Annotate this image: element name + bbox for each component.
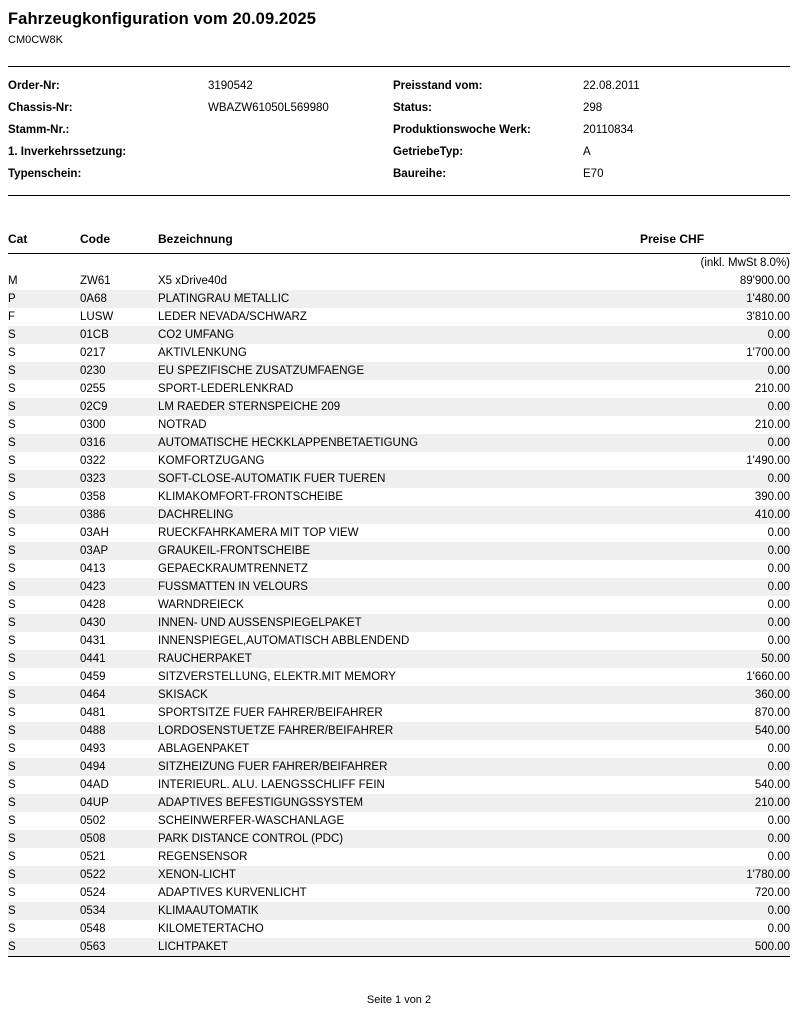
cell-price: 870.00 — [754, 706, 790, 719]
table-row — [8, 398, 790, 416]
cell-price: 0.00 — [767, 850, 790, 863]
options-section — [8, 232, 790, 957]
cell-description: KLIMAAUTOMATIK — [158, 902, 640, 920]
table-row — [8, 848, 790, 866]
cell-cat: S — [8, 830, 80, 848]
column-header-price: Preise CHF — [640, 232, 790, 254]
table-row — [8, 452, 790, 470]
cell-code: 0441 — [80, 650, 158, 668]
cell-cat: S — [8, 398, 80, 416]
cell-cat: S — [8, 614, 80, 632]
vat-note: (inkl. MwSt 8.0%) — [700, 256, 790, 269]
cell-description: FUSSMATTEN IN VELOURS — [158, 578, 640, 596]
cell-code: 0423 — [80, 578, 158, 596]
cell-price: 540.00 — [640, 722, 790, 740]
table-row — [8, 902, 790, 920]
table-row — [8, 380, 790, 398]
cell-description: WARNDREIECK — [158, 598, 244, 611]
info-row — [8, 75, 790, 97]
cell-price: 1'480.00 — [640, 290, 790, 308]
cell-code: 0430 — [80, 614, 158, 632]
cell-code: 0521 — [80, 850, 106, 863]
cell-code: 0413 — [80, 562, 106, 575]
cell-description: X5 xDrive40d — [158, 274, 228, 287]
column-header-code: Code — [80, 232, 158, 254]
cell-price: 1'490.00 — [746, 454, 790, 467]
table-row — [8, 686, 790, 704]
cell-price: 1'780.00 — [640, 866, 790, 884]
cell-description: ABLAGENPAKET — [158, 742, 250, 755]
cell-description: EU SPEZIFISCHE ZUSATZUMFAENGE — [158, 362, 640, 380]
cell-description: SPORTSITZE FUER FAHRER/BEIFAHRER — [158, 706, 383, 719]
info-label-right: Status: — [393, 102, 432, 114]
cell-price: 210.00 — [640, 794, 790, 812]
info-row — [8, 163, 790, 185]
info-label-right: GetriebeTyp: — [393, 146, 464, 158]
table-row — [8, 470, 790, 488]
cell-code: 0322 — [80, 454, 106, 467]
table-row — [8, 812, 790, 830]
options-table-bottom-rule — [8, 956, 790, 957]
cell-price: 89'900.00 — [739, 274, 790, 287]
cell-code: 04AD — [80, 778, 109, 791]
cell-code: 03AP — [80, 542, 158, 560]
cell-price: 360.00 — [640, 686, 790, 704]
table-row — [8, 722, 790, 740]
vehicle-info-table — [8, 75, 790, 185]
info-value-right: 20110834 — [583, 124, 634, 136]
cell-code: ZW61 — [80, 274, 111, 287]
cell-price: 1'660.00 — [746, 670, 790, 683]
cell-description: INNEN- UND AUSSENSPIEGELPAKET — [158, 614, 640, 632]
cell-description: DACHRELING — [158, 506, 640, 524]
cell-price: 0.00 — [640, 758, 790, 776]
cell-price: 3'810.00 — [746, 310, 790, 323]
cell-description: INNENSPIEGEL,AUTOMATISCH ABBLENDEND — [158, 634, 410, 647]
cell-code: 0428 — [80, 598, 106, 611]
cell-cat: S — [8, 490, 16, 503]
vat-note-spacer-code — [80, 254, 158, 273]
cell-description: LM RAEDER STERNSPEICHE 209 — [158, 398, 640, 416]
cell-code: LUSW — [80, 310, 114, 323]
table-row — [8, 362, 790, 380]
cell-cat: S — [8, 722, 80, 740]
cell-cat: S — [8, 778, 16, 791]
cell-cat: S — [8, 686, 80, 704]
cell-code: 0524 — [80, 886, 106, 899]
table-row — [8, 560, 790, 578]
cell-price: 0.00 — [640, 578, 790, 596]
cell-price: 210.00 — [754, 382, 790, 395]
vat-note-spacer-desc — [158, 254, 640, 273]
cell-description: PARK DISTANCE CONTROL (PDC) — [158, 830, 640, 848]
cell-cat: S — [8, 850, 16, 863]
info-value-left — [208, 141, 393, 163]
cell-code: 0255 — [80, 382, 106, 395]
cell-cat: S — [8, 346, 16, 359]
cell-price: 0.00 — [640, 434, 790, 452]
cell-code: 0488 — [80, 722, 158, 740]
cell-price: 0.00 — [767, 598, 790, 611]
cell-price: 720.00 — [754, 886, 790, 899]
cell-description: XENON-LICHT — [158, 866, 640, 884]
page-number: Seite 1 von 2 — [366, 994, 432, 1006]
cell-code: 03AH — [80, 526, 109, 539]
cell-price: 0.00 — [640, 542, 790, 560]
info-value-right: E70 — [583, 168, 604, 180]
cell-description: KLIMAKOMFORT-FRONTSCHEIBE — [158, 490, 344, 503]
table-row — [8, 938, 790, 956]
cell-cat: S — [8, 758, 80, 776]
cell-description: RUECKFAHRKAMERA MIT TOP VIEW — [158, 526, 359, 539]
cell-description: AUTOMATISCHE HECKKLAPPENBETAETIGUNG — [158, 434, 640, 452]
cell-code: 0534 — [80, 902, 158, 920]
cell-cat: S — [8, 562, 16, 575]
cell-cat: S — [8, 506, 80, 524]
cell-code: 0316 — [80, 434, 158, 452]
cell-code: 0431 — [80, 634, 106, 647]
cell-cat: S — [8, 578, 80, 596]
info-label-left: Stamm-Nr.: — [8, 124, 70, 136]
info-row — [8, 97, 790, 119]
cell-price: 0.00 — [640, 326, 790, 344]
cell-price: 0.00 — [640, 362, 790, 380]
table-row — [8, 272, 790, 290]
page-subtitle: CM0CW8K — [8, 34, 64, 46]
cell-code: 0300 — [80, 418, 106, 431]
cell-code: 0493 — [80, 742, 106, 755]
cell-code: 0548 — [80, 922, 106, 935]
cell-code: 0358 — [80, 490, 106, 503]
cell-description: RAUCHERPAKET — [158, 650, 640, 668]
column-header-cat: Cat — [8, 232, 80, 254]
cell-code: 0217 — [80, 346, 106, 359]
table-row — [8, 578, 790, 596]
cell-code: 0323 — [80, 470, 158, 488]
cell-cat: S — [8, 650, 80, 668]
table-row — [8, 434, 790, 452]
cell-code: 01CB — [80, 326, 158, 344]
info-value-left: WBAZW61050L569980 — [208, 102, 329, 114]
cell-cat: S — [8, 526, 16, 539]
table-row — [8, 290, 790, 308]
table-row — [8, 740, 790, 758]
table-row — [8, 488, 790, 506]
info-row — [8, 141, 790, 163]
cell-price: 0.00 — [640, 470, 790, 488]
table-row — [8, 650, 790, 668]
cell-cat: S — [8, 598, 16, 611]
cell-description: GRAUKEIL-FRONTSCHEIBE — [158, 542, 640, 560]
cell-code: 02C9 — [80, 398, 158, 416]
table-row — [8, 668, 790, 686]
cell-description: LEDER NEVADA/SCHWARZ — [158, 310, 307, 323]
cell-cat: S — [8, 886, 16, 899]
cell-price: 0.00 — [640, 830, 790, 848]
table-row — [8, 830, 790, 848]
vat-note-row — [8, 254, 790, 273]
cell-cat: S — [8, 706, 16, 719]
cell-description: ADAPTIVES BEFESTIGUNGSSYSTEM — [158, 794, 640, 812]
info-label-left: Chassis-Nr: — [8, 102, 73, 114]
cell-description: GEPAECKRAUMTRENNETZ — [158, 562, 308, 575]
cell-cat: S — [8, 362, 80, 380]
info-value-right: 298 — [583, 102, 603, 114]
info-label-left: 1. Inverkehrssetzung: — [8, 146, 127, 158]
cell-cat: P — [8, 290, 80, 308]
cell-price: 0.00 — [640, 902, 790, 920]
cell-cat: S — [8, 382, 16, 395]
cell-cat: S — [8, 542, 80, 560]
options-table-head — [8, 232, 790, 254]
cell-description: NOTRAD — [158, 418, 207, 431]
cell-description: PLATINGRAU METALLIC — [158, 290, 640, 308]
cell-cat: S — [8, 866, 80, 884]
info-label-left: Typenschein: — [8, 168, 82, 180]
cell-code: 0A68 — [80, 290, 158, 308]
cell-description: KOMFORTZUGANG — [158, 454, 265, 467]
cell-cat: S — [8, 938, 80, 956]
page-title: Fahrzeugkonfiguration vom 20.09.2025 — [8, 10, 317, 28]
options-header-row — [8, 232, 790, 254]
cell-code: 0386 — [80, 506, 158, 524]
cell-cat: S — [8, 814, 16, 827]
info-value-left: 3190542 — [208, 80, 253, 92]
cell-price: 390.00 — [754, 490, 790, 503]
table-row — [8, 542, 790, 560]
cell-cat: S — [8, 326, 80, 344]
info-label-right: Produktionswoche Werk: — [393, 124, 531, 136]
cell-description: LORDOSENSTUETZE FAHRER/BEIFAHRER — [158, 722, 640, 740]
info-value-left — [208, 163, 393, 185]
info-label-right: Preisstand vom: — [393, 80, 483, 92]
table-row — [8, 326, 790, 344]
table-row — [8, 524, 790, 542]
cell-code: 0508 — [80, 830, 158, 848]
cell-description: INTERIEURL. ALU. LAENGSSCHLIFF FEIN — [158, 778, 385, 791]
cell-description: SOFT-CLOSE-AUTOMATIK FUER TUEREN — [158, 470, 640, 488]
table-row — [8, 344, 790, 362]
table-row — [8, 758, 790, 776]
table-row — [8, 704, 790, 722]
info-value-right: 22.08.2011 — [583, 80, 640, 92]
cell-cat: S — [8, 418, 16, 431]
column-header-description: Bezeichnung — [158, 232, 640, 254]
cell-description: SCHEINWERFER-WASCHANLAGE — [158, 814, 345, 827]
cell-description: SITZHEIZUNG FUER FAHRER/BEIFAHRER — [158, 758, 640, 776]
cell-code: 0481 — [80, 706, 106, 719]
table-row — [8, 308, 790, 326]
vehicle-info-block — [8, 66, 790, 196]
cell-price: 0.00 — [640, 614, 790, 632]
cell-price: 0.00 — [767, 742, 790, 755]
table-row — [8, 506, 790, 524]
table-row — [8, 794, 790, 812]
cell-price: 0.00 — [767, 526, 790, 539]
cell-price: 0.00 — [767, 562, 790, 575]
cell-price: 500.00 — [640, 938, 790, 956]
cell-description: AKTIVLENKUNG — [158, 346, 247, 359]
vehicle-info-body — [8, 75, 790, 185]
table-row — [8, 866, 790, 884]
cell-cat: S — [8, 902, 80, 920]
cell-code: 0563 — [80, 938, 158, 956]
info-value-left — [208, 119, 393, 141]
options-table — [8, 232, 790, 956]
vat-note-spacer-cat — [8, 254, 80, 273]
info-label-right: Baureihe: — [393, 168, 447, 180]
cell-code: 0522 — [80, 866, 158, 884]
cell-cat: S — [8, 454, 16, 467]
table-row — [8, 776, 790, 794]
cell-price: 1'700.00 — [746, 346, 790, 359]
cell-description: ADAPTIVES KURVENLICHT — [158, 886, 307, 899]
page-footer — [0, 994, 798, 1006]
cell-price: 210.00 — [754, 418, 790, 431]
cell-cat: F — [8, 310, 16, 323]
table-row — [8, 614, 790, 632]
table-row — [8, 920, 790, 938]
options-note-body — [8, 254, 790, 273]
cell-cat: M — [8, 274, 18, 287]
cell-code: 0494 — [80, 758, 158, 776]
cell-price: 0.00 — [767, 814, 790, 827]
cell-price: 50.00 — [640, 650, 790, 668]
cell-cat: S — [8, 634, 16, 647]
info-row — [8, 119, 790, 141]
cell-cat: S — [8, 434, 80, 452]
cell-description: LICHTPAKET — [158, 938, 640, 956]
cell-cat: S — [8, 922, 16, 935]
cell-description: SITZVERSTELLUNG, ELEKTR.MIT MEMORY — [158, 670, 396, 683]
cell-cat: S — [8, 794, 80, 812]
cell-price: 0.00 — [767, 634, 790, 647]
info-label-left: Order-Nr: — [8, 80, 60, 92]
cell-cat: S — [8, 470, 80, 488]
cell-description: REGENSENSOR — [158, 850, 248, 863]
cell-cat: S — [8, 670, 16, 683]
cell-code: 0502 — [80, 814, 106, 827]
cell-description: SKISACK — [158, 686, 640, 704]
cell-cat: S — [8, 742, 16, 755]
cell-description: KILOMETERTACHO — [158, 922, 264, 935]
table-row — [8, 884, 790, 902]
cell-price: 410.00 — [640, 506, 790, 524]
cell-code: 0464 — [80, 686, 158, 704]
cell-price: 0.00 — [640, 398, 790, 416]
table-row — [8, 416, 790, 434]
info-value-right: A — [583, 146, 591, 158]
cell-code: 0230 — [80, 362, 158, 380]
table-row — [8, 596, 790, 614]
cell-code: 04UP — [80, 794, 158, 812]
cell-code: 0459 — [80, 670, 106, 683]
cell-price: 540.00 — [754, 778, 790, 791]
cell-description: CO2 UMFANG — [158, 326, 640, 344]
cell-price: 0.00 — [767, 922, 790, 935]
options-table-body — [8, 272, 790, 956]
cell-description: SPORT-LEDERLENKRAD — [158, 382, 294, 395]
table-row — [8, 632, 790, 650]
